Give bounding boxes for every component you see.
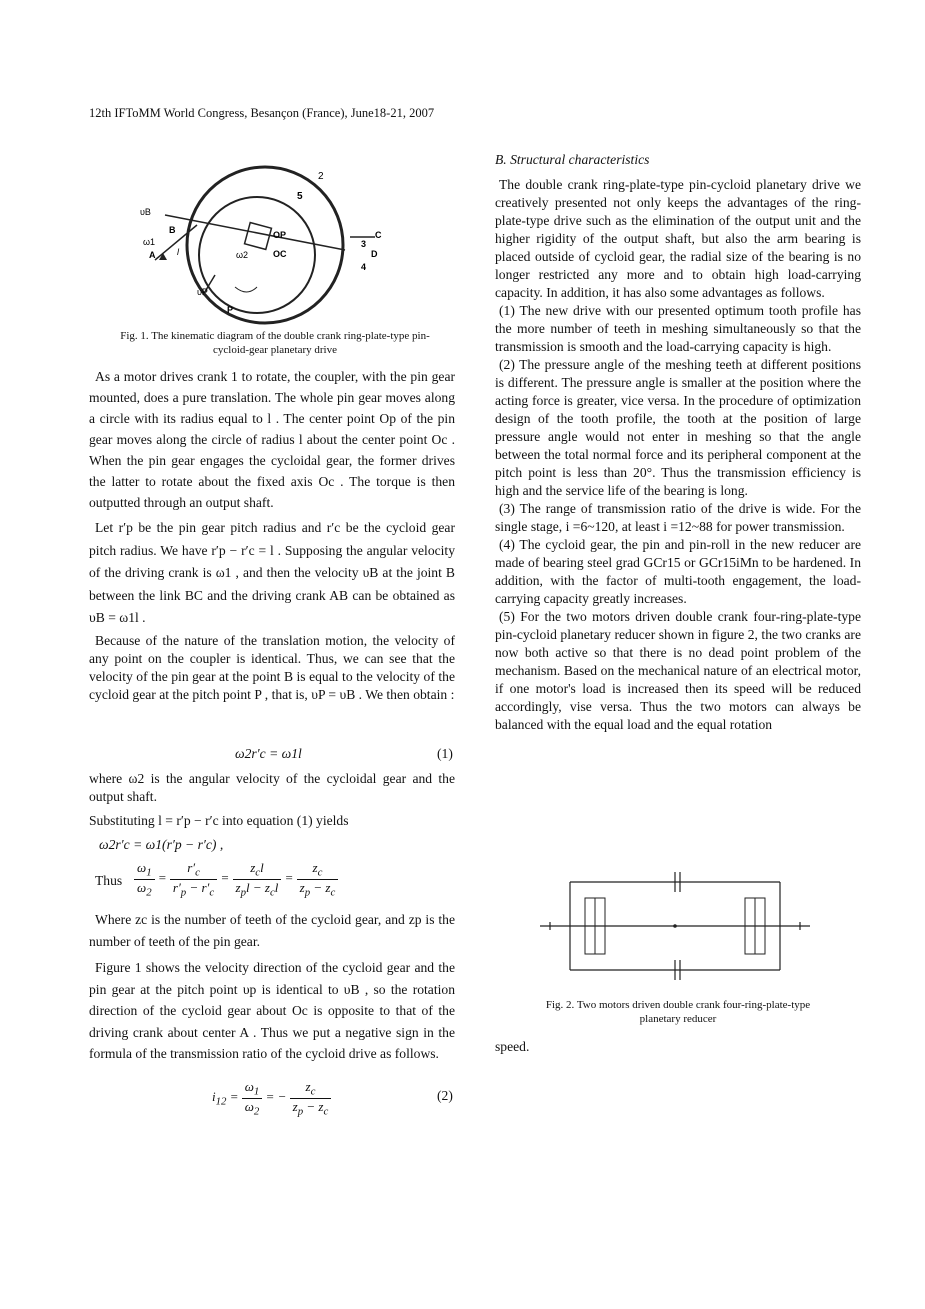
label-B: B bbox=[169, 225, 176, 235]
equation-2-number: (2) bbox=[437, 1088, 453, 1103]
left-paragraph-2: Let r′p be the pin gear pitch radius and r′c be the cycloid gear pitch radius. We have r′p − r′c = l . Supposing the angular velocity of the driving crank is ω1 , and then the velocity υB at the joint B between the link BC and the driving crank AB can be obtained as υB = ω1l . bbox=[89, 520, 455, 626]
label-vP: υP bbox=[197, 287, 208, 297]
right-paragraph-2: (1) The new drive with our presented optimum tooth profile has the more number of teeth in meshing simultaneously so that the transmission is smooth and the load-carrying capacity is high. bbox=[495, 303, 861, 354]
label-A: A bbox=[149, 250, 156, 260]
equation-substitution: ω2r′c = ω1(r′p − r′c) , bbox=[99, 837, 224, 852]
equation-1: ω2r′c = ω1l bbox=[235, 746, 302, 761]
figure-1-kinematic-diagram bbox=[135, 155, 425, 330]
left-paragraph-7: Figure 1 shows the velocity direction of the cycloid gear and the pin gear at the pitch point υp is identical to υB , so the rotation direction of the cycloid gear about Oc is opposite to that of the driving crank about center A . Thus we put a negative sign in the formula of the transmission ratio of the cycloid drive as follows. bbox=[89, 960, 455, 1061]
section-title: B. Structural characteristics bbox=[495, 152, 650, 167]
label-5: 5 bbox=[297, 191, 303, 202]
label-Oc: OC bbox=[273, 249, 287, 259]
label-l: l bbox=[177, 247, 179, 257]
label-2: 2 bbox=[318, 171, 324, 182]
label-C: C bbox=[375, 230, 382, 240]
right-paragraph-1: The double crank ring-plate-type pin-cycloid planetary drive we creatively presented not only keeps the advantages of the ring-plate-type drive such as the elimination of the output unit and the higher rigidity of the output shaft, but also the arm bearing is placed outside of cycloid gear, the radial size of the bearing is no longer restricted any more and to obtain high load-carrying capacity. In addition, it has also some advantages as follows. bbox=[495, 177, 861, 300]
right-trailing-word: speed. bbox=[495, 1039, 530, 1054]
left-paragraph-4: where ω2 is the angular velocity of the cycloidal gear and the output shaft. bbox=[89, 771, 455, 804]
equation-1-number: (1) bbox=[437, 746, 453, 761]
thus-label: Thus bbox=[95, 873, 123, 888]
equation-2: $i_{12}$ = $\frac{\omega_1}{\omega_2}$ = − $\frac{z_c}{z_p - z_c}$ bbox=[212, 1079, 331, 1117]
right-paragraph-5: (4) The cycloid gear, the pin and pin-roll in the new reducer are made of bearing steel grad GCr15 or GCr15iMn to be hardened. In addition, with the factor of multi-tooth engagement, the load-carrying capacity greatly increases. bbox=[495, 537, 861, 606]
right-paragraph-6: (5) For the two motors driven double crank four-ring-plate-type pin-cycloid planetary reducer shown in figure 2, the two cranks are now both active so that there is no dead point problem of the mechanism. Based on the mechanical nature of an electrical motor, if one motor's load is increased then its speed will be reduced accordingly, vise versa. Thus the two motors can always be balanced with the equal load and the equal rotation bbox=[495, 609, 861, 732]
left-paragraph-1: As a motor drives crank 1 to rotate, the coupler, with the pin gear mounted, does a pure translation. The whole pin gear moves along a circle with its radius equal to l . The center point Op of the pin gear moves along the circle of radius l about the center point Oc . When the pin gear engages the cycloidal gear, the former drives the latter to rotate about the fixed axis Oc . The torque is then outputted through an output shaft. bbox=[89, 369, 455, 510]
label-w1: ω1 bbox=[143, 237, 156, 247]
label-D: D bbox=[371, 249, 378, 259]
cycloid-gear-5 bbox=[199, 197, 315, 313]
label-3: 3 bbox=[361, 239, 367, 249]
left-paragraph-6: Where zc is the number of teeth of the cycloid gear, and zp is the number of teeth of the pin gear. bbox=[89, 912, 455, 949]
right-paragraph-4: (3) The range of transmission ratio of the drive is wide. For the single stage, i =6~120, at least i =12~88 for power transmission. bbox=[495, 501, 861, 534]
label-Op: OP bbox=[273, 230, 287, 240]
left-paragraph-5: Substituting l = r′p − r′c into equation (1) yields bbox=[89, 813, 349, 828]
figure-2-reducer-diagram bbox=[540, 862, 810, 992]
label-4: 4 bbox=[361, 262, 367, 272]
figure-2-caption: Fig. 2. Two motors driven double crank four-ring-plate-type planetary reducer bbox=[545, 999, 811, 1025]
running-header: 12th IFToMM World Congress, Besançon (France), June18-21, 2007 bbox=[89, 106, 435, 120]
equation-ratio: $\frac{\omega_1}{\omega_2}$ = $\frac{r'_c}{r'_p - r'_c}$ = $\frac{z_cl}{z_pl - z_cl}$ = $\frac{z_c}{z_p - z_c}$ bbox=[134, 860, 338, 898]
label-P: P bbox=[227, 305, 234, 315]
label-vB: υB bbox=[140, 207, 151, 217]
left-paragraph-3: Because of the nature of the translation motion, the velocity of any point on the coupler is identical. Thus, we can see that the velocity of the pin gear at the point B is equal to the velocity of the cycloid gear at the pitch point P , that is, υP = υB . We then obtain : bbox=[89, 632, 455, 702]
label-w2: ω2 bbox=[236, 250, 249, 260]
figure-1-caption: Fig. 1. The kinematic diagram of the double crank ring-plate-type pin-cycloid-gear planetary drive bbox=[120, 330, 430, 356]
right-paragraph-3: (2) The pressure angle of the meshing teeth at different positions is different. The pressure angle is smaller at the position where the acting force is greater, vice versa. In the procedure of optimization design of the tooth profile, the tooth at the position of large pressure angle would not enter in meshing so that the angle between the total normal force and its peripheral component at the pitch point is less than 20°. Thus the transmission efficiency is high and the service life of the bearing is long. bbox=[495, 357, 861, 498]
